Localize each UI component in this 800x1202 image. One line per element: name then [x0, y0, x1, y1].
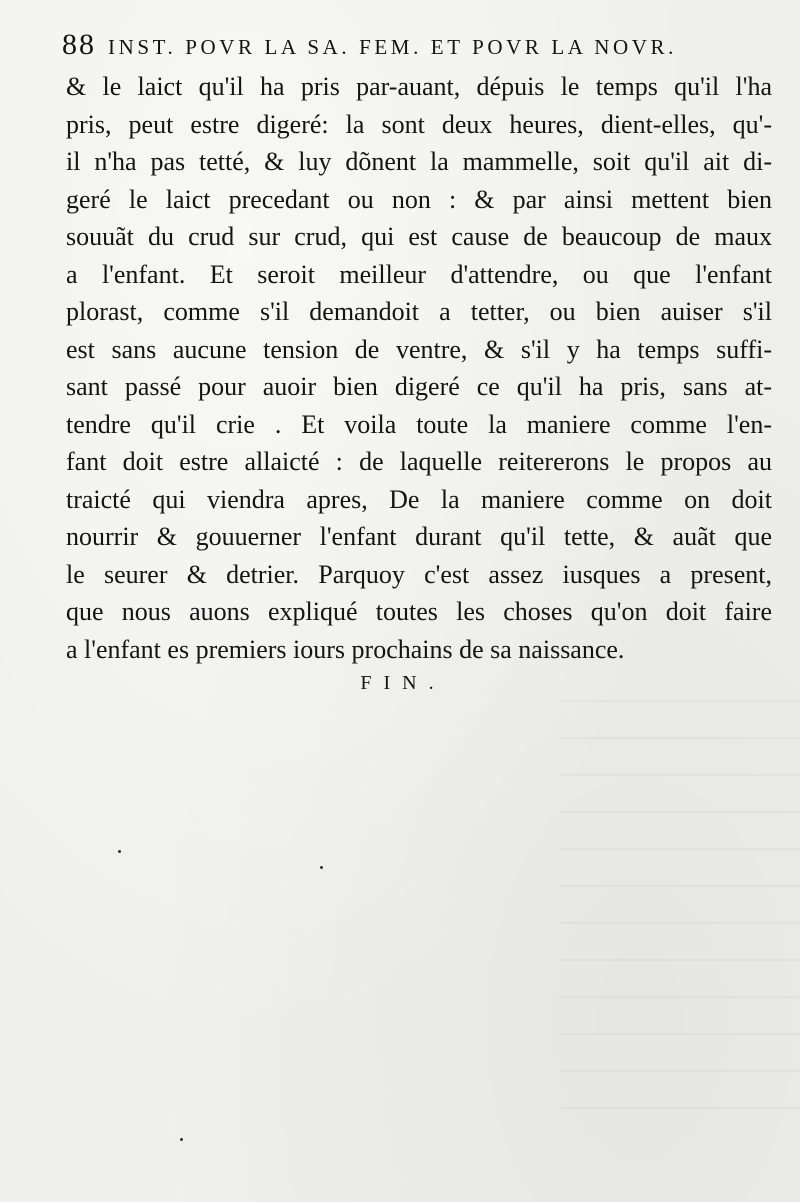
text-line: que nous auons expliqué toutes les choses qu'on doit faire	[66, 597, 772, 626]
text-line: traicté qui viendra apres, De la maniere comme on doit	[66, 484, 772, 514]
text-line: sant passé pour auoir bien digeré ce qu'il ha pris, sans at-	[66, 372, 772, 401]
text-line: a l'enfant. Et seroit meilleur d'attendre, ou que l'enfant	[66, 259, 772, 289]
text-line: est sans aucune tension de ventre, & s'il y ha temps suffi-	[66, 334, 772, 364]
text-line: le seurer & detrier. Parquoy c'est assez iusques a present,	[66, 559, 772, 589]
ink-speck	[180, 1138, 183, 1141]
text-line: souuãt du crud sur crud, qui est cause de beaucoup de maux	[66, 222, 772, 251]
ink-speck	[320, 866, 323, 869]
show-through-texture	[560, 700, 800, 1120]
ink-speck	[118, 850, 121, 853]
page-number: 88	[62, 28, 96, 61]
text-line: fant doit estre allaicté : de laquelle reitererons le propos au	[66, 447, 772, 476]
closing-word: FIN.	[360, 672, 446, 694]
text-line: & le laict qu'il ha pris par-auant, dépuis le temps qu'il l'ha	[66, 72, 772, 101]
text-line: plorast, comme s'il demandoit a tetter, ou bien auiser s'il	[66, 297, 772, 326]
running-title: INST. POVR LA SA. FEM. ET POVR LA NOVR.	[108, 35, 678, 59]
text-line: a l'enfant es premiers iours prochains de sa naissance.	[66, 634, 625, 664]
body-text	[66, 68, 772, 668]
running-head	[62, 28, 774, 68]
text-line: tendre qu'il crie . Et voila toute la maniere comme l'en-	[66, 409, 772, 439]
text-line: pris, peut estre digeré: la sont deux heures, dient-elles, qu'-	[66, 109, 772, 139]
text-line: geré le laict precedant ou non : & par ainsi mettent bien	[66, 184, 772, 214]
text-line: il n'ha pas tetté, & luy dõnent la mammelle, soit qu'il ait di-	[66, 147, 772, 176]
text-line: nourrir & gouuerner l'enfant durant qu'il tette, & auãt que	[66, 522, 772, 551]
